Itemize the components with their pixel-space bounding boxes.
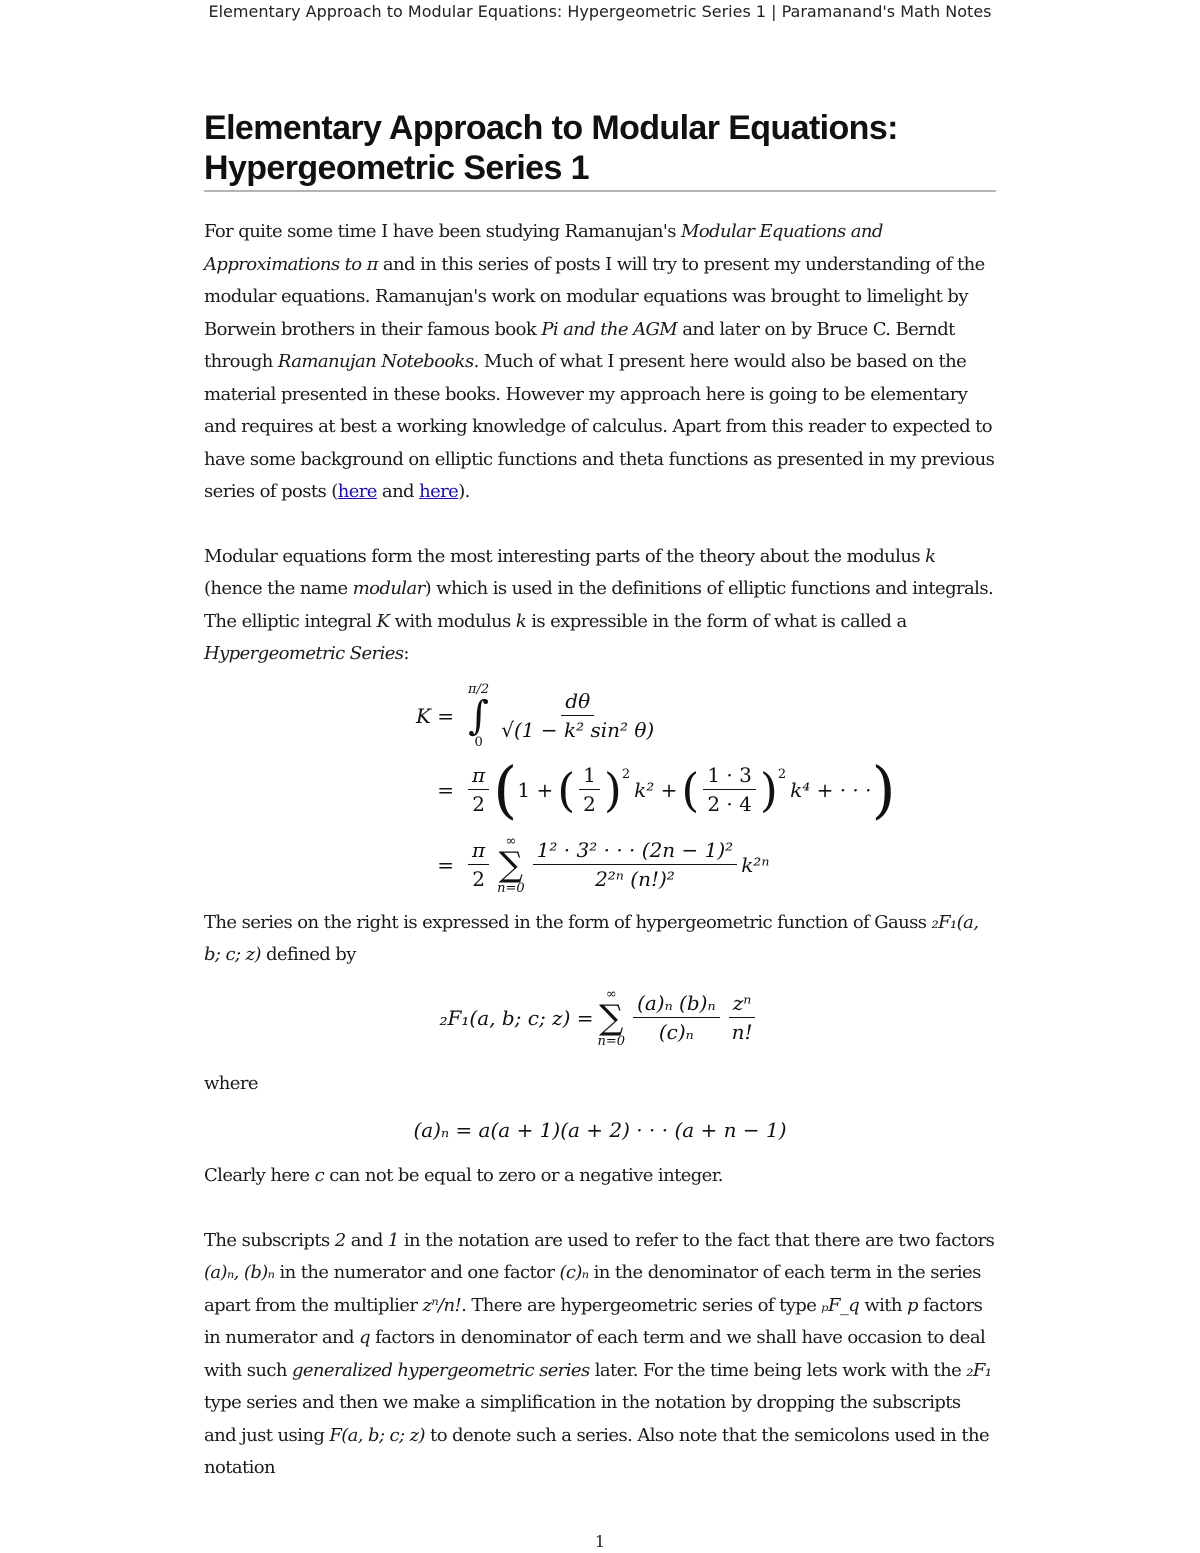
denominator: 2 · 4	[707, 792, 752, 816]
sum-sign: ∞ ∑ n=0	[597, 986, 626, 1049]
k-power-term: k²ⁿ	[741, 852, 770, 877]
exponent: 2	[621, 767, 631, 782]
integrand-numerator: dθ	[561, 689, 594, 716]
math-inline: p	[907, 1294, 918, 1316]
math-inline: k	[515, 610, 527, 632]
text: in the denominator of each term in the series apart from the multiplier	[204, 1262, 981, 1316]
integrand-denominator: √(1 − k² sin² θ)	[501, 718, 655, 742]
math-inline: q	[359, 1327, 371, 1348]
text: factors in denominator of each term and we shall have occasion to deal with such	[204, 1327, 986, 1381]
pi: π	[468, 838, 489, 865]
numerator: 1	[579, 763, 600, 790]
page-number: 1	[594, 1532, 606, 1551]
text: (hence the name	[204, 578, 353, 599]
title-line-2: Hypergeometric Series 1	[204, 149, 589, 187]
k-fourth-term: k⁴ + · · ·	[790, 777, 872, 802]
math-inline: c	[314, 1165, 325, 1186]
book-title: Ramanujan Notebooks	[277, 351, 474, 372]
integral-sign: π/2 ∫ 0	[468, 681, 490, 750]
series-denominator: 2²ⁿ (n!)²	[595, 867, 675, 891]
paragraph-modular	[204, 541, 996, 671]
text: later. For the time being lets work with the	[589, 1359, 967, 1381]
equation-hypergeometric-definition	[204, 972, 996, 1064]
text: with	[859, 1294, 908, 1316]
running-header: Elementary Approach to Modular Equations: Hypergeometric Series 1 | Paramanand's Math Notes	[208, 2, 992, 21]
eq-lhs: K =	[415, 703, 454, 728]
paragraph-subscripts	[204, 1225, 996, 1485]
article-title	[204, 108, 996, 192]
equation-pochhammer: (a)ₙ = a(a + 1)(a + 2) · · · (a + n − 1)	[413, 1118, 787, 1142]
text: with modulus	[389, 610, 516, 632]
math-inline: zⁿ/n!	[422, 1294, 462, 1316]
pochhammer-fraction	[633, 991, 720, 1044]
text: and	[376, 481, 420, 502]
text: is expressible in the form of what is called a	[526, 610, 907, 632]
sum-sign: ∞ ∑ n=0	[497, 833, 525, 896]
numerator: (a)ₙ (b)ₙ	[633, 991, 720, 1018]
eq-sign: =	[437, 852, 454, 877]
paragraph-clearly	[204, 1160, 996, 1193]
series-term-fraction	[533, 838, 737, 891]
denominator: 2	[583, 792, 596, 816]
math-inline: ₂F₁	[966, 1359, 992, 1381]
text: and in this series of posts I will try to present my understanding of the modular equations. Ramanujan's work on modular equations was brought to limelight by Borwein brothers in their famous book	[204, 253, 985, 340]
text: The subscripts	[204, 1229, 335, 1251]
math-inline: ₂F₁(a, b; c; z)	[204, 911, 979, 965]
sum-upper-limit: ∞	[605, 986, 617, 1002]
link-here-1[interactable]: here	[337, 481, 377, 502]
text: in the notation are used to refer to the fact that there are two factors	[398, 1229, 995, 1251]
text: defined by	[260, 944, 356, 965]
text: ).	[458, 481, 470, 502]
text: For quite some time I have been studying Ramanujan's	[204, 221, 681, 242]
math-inline: 1	[387, 1229, 399, 1251]
numerator: zⁿ	[729, 991, 756, 1018]
book-title: Modular Equations and Approximations to π	[204, 221, 883, 275]
title-line-1: Elementary Approach to Modular Equations:	[204, 109, 898, 147]
text: :	[403, 643, 409, 664]
math-inline: ₚF_q	[821, 1294, 860, 1316]
sum-lower-limit: n=0	[497, 880, 525, 896]
paragraph-where: where	[204, 1072, 258, 1094]
text: and	[345, 1229, 388, 1251]
right-paren: )	[759, 762, 778, 817]
text: ) which is used in the definitions of elliptic functions and integrals. The elliptic integral	[204, 578, 994, 632]
math-inline: k	[925, 545, 936, 567]
text: to denote such a series. Also note that the semicolons used in the notation	[204, 1424, 990, 1478]
one-plus: 1 +	[517, 777, 554, 802]
link-here-2[interactable]: here	[419, 481, 459, 502]
text: in the numerator and one factor	[274, 1262, 560, 1283]
sum-lower-limit: n=0	[597, 1033, 626, 1049]
equation-elliptic-integral	[394, 681, 996, 901]
text: . Much of what I present here would also be based on the material presented in these books. However my approach here is going to be elementary and requires at best a working knowledge of calculus. Apart from this reader to expected to have some background on elliptic functions and theta functions as presented in my previous series of posts (	[204, 351, 995, 502]
text: Modular equations form the most interesting parts of the theory about the modulus	[204, 545, 926, 567]
left-paren: (	[681, 762, 700, 817]
series-numerator: 1² · 3² · · · (2n − 1)²	[533, 838, 737, 865]
math-inline: (a)ₙ, (b)ₙ	[204, 1262, 275, 1283]
integrand-fraction	[497, 689, 658, 742]
integral-upper-limit: π/2	[468, 681, 490, 697]
emphasis: modular	[352, 578, 425, 599]
sum-upper-limit: ∞	[505, 833, 517, 849]
math-inline: (c)ₙ	[559, 1262, 589, 1283]
left-paren: (	[557, 762, 576, 817]
half-fraction	[579, 763, 600, 816]
text: factors in numerator and	[204, 1294, 983, 1348]
text: and later on by Bruce C. Berndt through	[204, 318, 955, 372]
paragraph-intro	[204, 216, 996, 509]
left-paren: (	[493, 752, 518, 826]
text: Clearly here	[204, 1165, 315, 1186]
frac-13-24	[703, 763, 756, 816]
pi-over-2	[468, 763, 489, 816]
eq-lhs: ₂F₁(a, b; c; z) =	[439, 1005, 594, 1030]
text: . There are hypergeometric series of type	[461, 1294, 822, 1316]
denominator: n!	[731, 1020, 753, 1044]
k-squared-term: k² +	[634, 777, 678, 802]
z-power-fraction	[728, 991, 757, 1044]
book-title: Pi and the AGM	[541, 318, 678, 340]
emphasis: Hypergeometric Series	[204, 643, 404, 664]
text: can not be equal to zero or a negative integer.	[324, 1165, 723, 1186]
eq-sign: =	[437, 777, 454, 802]
exponent: 2	[777, 767, 787, 782]
right-paren: )	[603, 762, 622, 817]
integral-lower-limit: 0	[474, 734, 483, 750]
article	[204, 108, 996, 1485]
math-inline: 2	[334, 1229, 346, 1251]
two: 2	[472, 867, 485, 891]
math-inline: K	[376, 610, 390, 632]
text: type series and then we make a simplification in the notation by dropping the subscripts and just using	[204, 1392, 961, 1446]
emphasis: generalized hypergeometric series	[291, 1359, 590, 1381]
text: The series on the right is expressed in the form of hypergeometric function of Gauss	[204, 911, 932, 933]
paragraph-gauss	[204, 907, 996, 972]
denominator: (c)ₙ	[658, 1020, 694, 1044]
two: 2	[472, 792, 485, 816]
numerator: 1 · 3	[703, 763, 756, 790]
pi-over-2	[468, 838, 489, 891]
math-inline: F(a, b; c; z)	[329, 1424, 425, 1446]
right-paren: )	[871, 752, 896, 826]
pi: π	[468, 763, 489, 790]
